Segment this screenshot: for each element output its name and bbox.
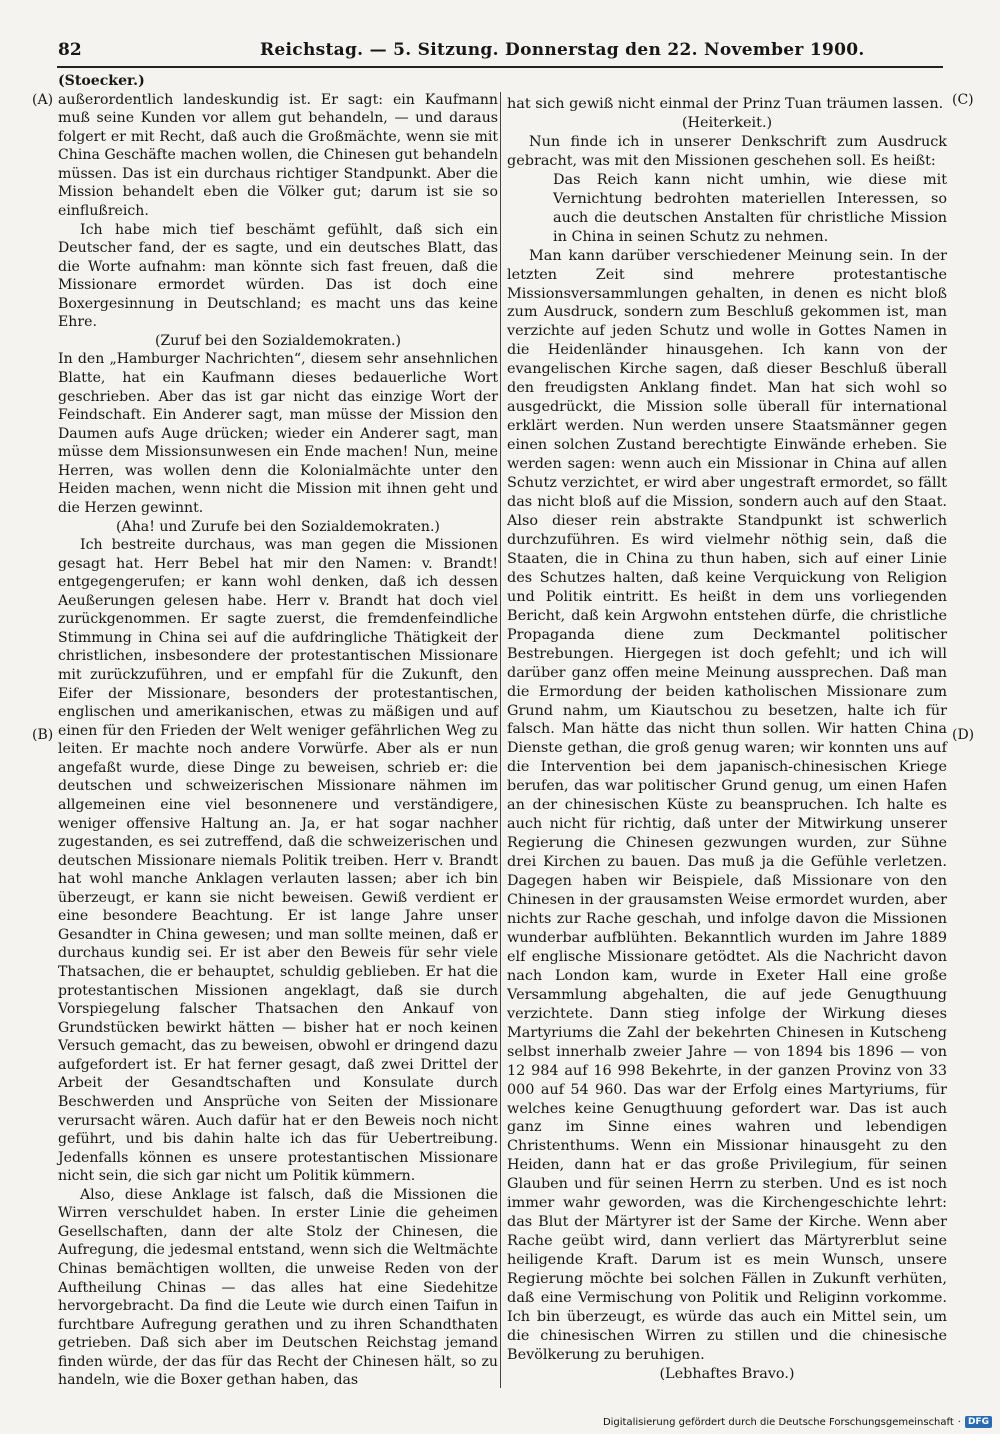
right-column (507, 95, 947, 1384)
stage-direction: (Heiterkeit.) (681, 114, 773, 131)
paragraph: Nun finde ich in unserer Denkschrift zum Ausdruck gebracht, was mit den Missionen geschehen soll. Es heißt: (507, 133, 947, 169)
margin-marker-c: (C) (952, 92, 974, 108)
paragraph: Ich habe mich tief beschämt gefühlt, daß sich ein Deutscher fand, der es sagte, und ein deutsches Blatt, das die Worte aufnahm: man könnte sich fast freuen, daß die Missionare ermordet würden. Das ist doch eine Boxergesinnung in Deutschland; es macht uns das keine Ehre. (58, 221, 498, 331)
running-header: Reichstag. — 5. Sitzung. Donnerstag den 22. November 1900. (260, 40, 865, 60)
footer-credit: Digitalisierung gefördert durch die Deutsche Forschungsgemeinschaft (602, 1416, 954, 1428)
paragraph: In den „Hamburger Nachrichten“, diesem sehr ansehnlichen Blatte, hat ein Kaufmann dieses bedauerliche Wort geschrieben. Aber das ist gar nicht das einzige Wort der Feindschaft. Ein Anderer sagt, man müsse der Mission den Daumen aufs Auge drücken; wieder ein Anderer sagt, man müsse dem Missionsunwesen ein Ende machen! Nun, meine Herren, was wollen denn die Kolonialmächte unter den Heiden machen, wenn nicht die Mission mit ihnen geht und die Herzen gewinnt. (58, 351, 498, 516)
block-quote: Das Reich kann nicht umhin, wie diese mit Vernichtung bedrohten materiellen Interessen, so auch die deutschen Anstalten für christliche Mission in China in seinen Schutz zu nehmen. (553, 171, 947, 245)
margin-marker-a: (A) (32, 92, 54, 108)
digitization-footer: Digitalisierung gefördert durch die Deutsche Forschungsgemeinschaft · DFG (603, 1416, 992, 1428)
header-rule (57, 66, 943, 68)
paragraph: Ich bestreite durchaus, was man gegen die Missionen gesagt hat. Herr Bebel hat mir den Namen: v. Brandt! entgegengerufen; er kann wohl denken, daß ich dessen Aeußerungen gelesen habe. Herr v. Brandt hat doch viel zurückgenommen. Er sagte zuerst, die fremdenfeindliche Stimmung in China sei auf die aufdringliche Thätigkeit der christlichen, insbesondere der protestantischen Missionare mit zurückzuführen, und er empfahl für die Zukunft, den Eifer der Missionare, besonders der protestantischen, englischen und amerikanischen, etwas zu mäßigen und auf einen für den Frieden der Welt weniger gefährlichen Weg zu leiten. Er machte noch andere Vorwürfe. Aber als er nun angefaßt wurde, diese Dinge zu beweisen, schrieb er: die deutschen und schweizerischen Missionare nähmen im allgemeinen eine viel besonnenere und verständigere, weniger offensive Haltung an. Ja, er hat sogar nachher zugestanden, es sei zutreffend, daß die schweizerischen und deutschen Missionare niemals Politik treiben. Herr v. Brandt hat wohl manche Anklagen verlauten lassen; aber ich bin überzeugt, er kann sie nicht beweisen. Gewiß verdient er eine besondere Beachtung. Er ist lange Jahre unser Gesandter in China gewesen; und man sollte meinen, daß er durchaus kundig sei. Er ist aber den Beweis für sehr viele Thatsachen, die er behauptet, schuldig geblieben. Er hat die protestantischen Missionen angeklagt, daß sie durch Vorspiegelung falscher Thatsachen den Ankauf von Grundstücken bewirkt hätten — bisher hat er noch keinen Versuch gemacht, das zu beweisen, obwohl er dringend dazu aufgefordert ist. Er hat ferner gesagt, daß zwei Drittel der Arbeit der Gesandtschaften und Konsulate durch Beschwerden und Ansprüche von Seiten der Missionare verursacht wären. Auch dafür hat er den Beweis noch nicht geführt, und bis dahin halte ich das für Uebertreibung. Jedenfalls können es unsere protestantischen Missionare nicht sein, die sich gar nicht um Politik kümmern. (58, 537, 498, 1185)
stage-direction: (Lebhaftes Bravo.) (659, 1365, 795, 1382)
stage-direction: (Zuruf bei den Sozialdemokraten.) (154, 332, 402, 349)
stage-direction: (Aha! und Zurufe bei den Sozialdemokraten.) (116, 518, 440, 535)
paragraph: hat sich gewiß nicht einmal der Prinz Tuan träumen lassen. (507, 96, 944, 112)
page-number: 82 (58, 40, 82, 60)
column-divider (500, 92, 501, 1388)
paragraph: Man kann darüber verschiedener Meinung sein. In der letzten Zeit sind mehrere protestantische Missionsversammlungen gehalten, in denen es nicht bloß zum Ausdruck, sondern zum Beschluß gekommen ist, man verzichte auf jeden Schutz und wolle in Gottes Namen in die Heidenländer hinausgehen. Ich kann von der evangelischen Kirche sagen, daß dieser Beschluß überall den freudigsten Anklang findet. Man hat sich wohl so ausgedrückt, die Mission solle überall für international erklärt werden. Nun werden unsere Staatsmänner gegen einen solchen Zustand berechtigte Einwände erheben. Sie werden sagen: wenn auch ein Missionar in China auf allen Schutz verzichtet, er wird aber ungestraft ermordet, so fällt das nicht bloß auf die Mission, sondern auch auf den Staat. Also dieser rein abstrakte Standpunkt ist schwerlich durchzuführen. Es wird vielmehr nöthig sein, daß die Staaten, die in China zu thun haben, sich auf einer Linie des Schutzes halten, daß keine Verquickung von Religion und Politik eintritt. Es heißt in dem uns vorliegenden Bericht, daß kein Argwohn entstehen dürfe, die christliche Propaganda diene zum Deckmantel politischer Bestrebungen. Hiergegen ist doch gefehlt; und ich will darüber ganz offen meine Meinung aussprechen. Daß man die Ermordung der beiden katholischen Missionare zum Grund nahm, um Kiautschou zu besetzen, halte ich für falsch. Man hätte das nicht thun sollen. Wir hatten China Dienste gethan, die groß genug waren; wir konnten uns auf die Intervention bei dem japanisch-chinesischen Kriege berufen, das war politischer Grund genug, um einen Hafen an der chinesischen Küste zu beanspruchen. Ich halte es auch nicht für richtig, daß unter der Mitwirkung unserer Regierung die Chinesen gezwungen wurden, zur Sühne drei Kirchen zu bauen. Das muß ja die Gefühle verletzen. Dagegen haben wir Beispiele, daß Missionare von den Chinesen in der grausamsten Weise ermordet wurden, aber nichts zur Rache geschah, und infolge davon die Missionen wunderbar aufblühten. Bekanntlich wurden im Jahre 1889 elf englische Missionare getödtet. Als die Nachricht davon nach London kam, wurde in Exeter Hall eine große Versammlung abgehalten, die auf jede Genugthuung verzichtete. Dann stieg infolge der Wirkung dieses Martyriums die Zahl der bekehrten Chinesen in Kutscheng selbst innerhalb zweier Jahre — von 1894 bis 1896 — von 12 984 auf 16 998 Bekehrte, in der ganzen Provinz von 33 000 auf 54 960. Das war der Erfolg eines Martyriums, für welches keine Genugthuung gefordert war. Das ist auch ganz im Sinne eines wahren und lebendigen Christenthums. Wenn ein Missionar hinausgeht zu den Heiden, dann hat er das große Privilegium, für seinen Glauben und für seinen Herrn zu sterben. Und es ist noch immer wahr geworden, was die Kirchengeschichte lehrt: das Blut der Märtyrer ist der Same der Kirche. Wenn aber Rache geübt wird, dann verliert das Märtyrerblut seine heiligende Kraft. Darum ist es mein Wunsch, unsere Regierung möchte bei solchen Fällen in Zukunft verhüten, daß eine Vermischung von Politik und Religinn vorkomme. Ich bin überzeugt, es würde das auch ein Mittel sein, um die chinesischen Wirren zu stillen und die chinesische Bevölkerung zu beruhigen. (507, 247, 947, 1363)
speaker-name: (Stoecker.) (58, 73, 145, 89)
paragraph: außerordentlich landeskundig ist. Er sagt: ein Kaufmann muß seine Kunden vor allem gut behandeln, — und daraus folgert er mit Recht, daß auch die Großmächte, wenn sie mit China Geschäfte machen wollen, die Chinesen gut behandeln müssen. Das ist ein durchaus richtiger Standpunkt. Aber die Mission behandelt eben die Völker gut; darum ist sie so einflußreich. (58, 91, 498, 219)
paragraph: Also, diese Anklage ist falsch, daß die Missionen die Wirren verschuldet haben. In erster Linie die geheimen Gesellschaften, dann der alte Stolz der Chinesen, die Aufregung, die jedesmal entstand, wenn sich die Weltmächte Chinas bemächtigen wollten, die unweise Reden von der Auftheilung Chinas — das alles hat eine Siedehitze hervorgebracht. Da find die Leute wie durch einen Taifun in furchtbare Aufregung gerathen und zu ihren Schandthaten getrieben. Daß sich aber im Deutschen Reichstag jemand finden würde, der das für das Recht der Chinesen hält, so zu handeln, wie die Boxer gethan haben, das (58, 1186, 498, 1389)
margin-marker-d: (D) (952, 727, 975, 743)
dfg-logo: DFG (965, 1416, 992, 1428)
margin-marker-b: (B) (32, 727, 54, 743)
left-column (58, 72, 498, 1390)
